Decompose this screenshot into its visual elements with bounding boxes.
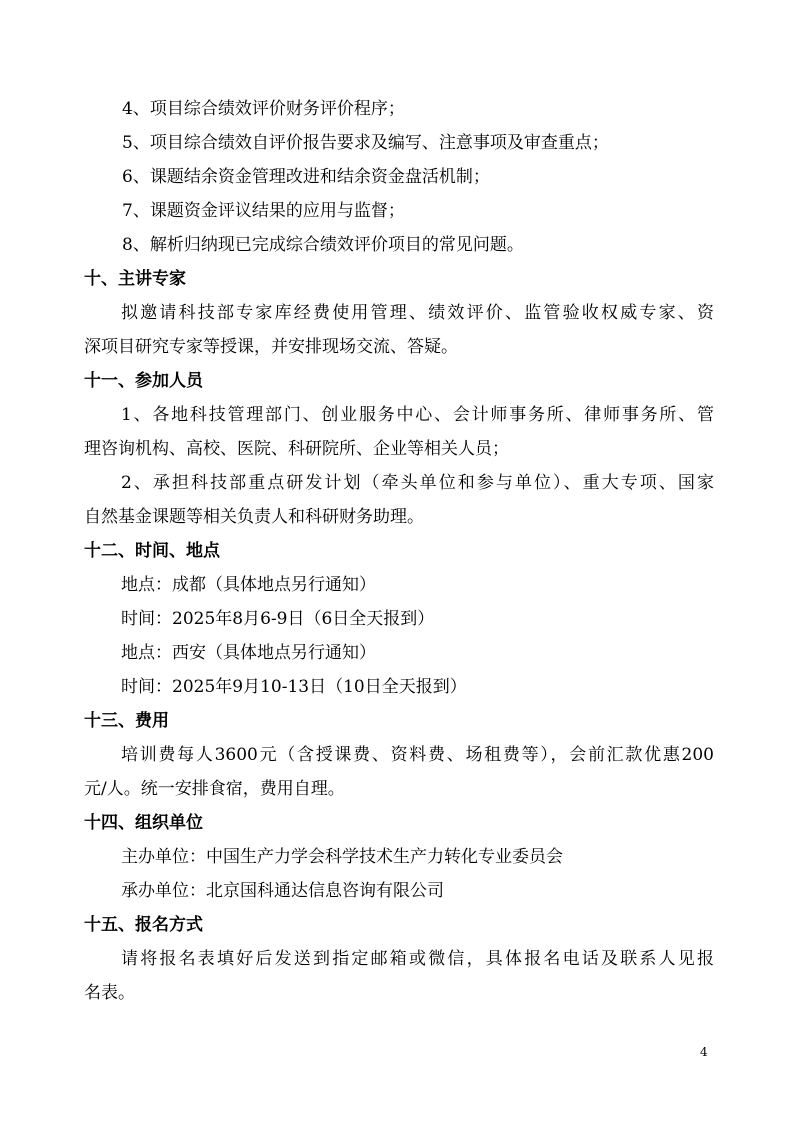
section11-item1-line: 1、各地科技管理部门、创业服务中心、会计师事务所、律师事务所、管 (121, 405, 714, 425)
session-location: 地点：西安（具体地点另行通知） (121, 643, 376, 663)
session-location: 地点：成都（具体地点另行通知） (121, 575, 376, 595)
section13-heading: 十三、费用 (84, 711, 169, 731)
section10-paragraph-line: 拟邀请科技部专家库经费使用管理、绩效评价、监管验收权威专家、资 (121, 303, 714, 323)
section12-heading: 十二、时间、地点 (84, 541, 220, 561)
section15-paragraph-line: 名表。 (84, 983, 135, 1003)
section11-item1-line: 理咨询机构、高校、医院、科研院所、企业等相关人员； (84, 439, 509, 459)
page-number: 4 (700, 1045, 708, 1059)
section13-paragraph-line: 元/人。统一安排食宿，费用自理。 (84, 779, 345, 799)
section11-item2-line: 自然基金课题等相关负责人和科研财务助理。 (84, 507, 424, 527)
section11-heading: 十一、参加人员 (84, 371, 203, 391)
list-item: 6、课题结余资金管理改进和结余资金盘活机制； (122, 167, 490, 187)
page-content (84, 92, 714, 1010)
section9-list (84, 92, 714, 262)
list-item: 5、项目综合绩效自评价报告要求及编写、注意事项及审查重点； (122, 133, 609, 153)
organizer-line: 主办单位：中国生产力学会科学技术生产力转化专业委员会 (121, 847, 563, 867)
list-item: 7、课题资金评议结果的应用与监督； (122, 201, 405, 221)
session-time: 时间：2025年9月10-13日（10日全天报到） (121, 677, 467, 697)
list-item: 4、项目综合绩效评价财务评价程序； (122, 99, 405, 119)
section15-heading: 十五、报名方式 (84, 915, 203, 935)
section15-paragraph-line: 请将报名表填好后发送到指定邮箱或微信，具体报名电话及联系人见报 (121, 949, 714, 969)
list-item: 8、解析归纳现已完成综合绩效评价项目的常见问题。 (122, 235, 524, 255)
session-time: 时间：2025年8月6-9日（6日全天报到） (121, 609, 435, 629)
undertaker-line: 承办单位：北京国科通达信息咨询有限公司 (121, 881, 444, 901)
section14-heading: 十四、组织单位 (84, 813, 203, 833)
section13-paragraph-line: 培训费每人3600元（含授课费、资料费、场租费等），会前汇款优惠200 (121, 745, 714, 765)
section11-item2-line: 2、承担科技部重点研发计划（牵头单位和参与单位）、重大专项、国家 (121, 473, 714, 493)
section10-heading: 十、主讲专家 (84, 269, 186, 289)
section10-paragraph-line: 深项目研究专家等授课，并安排现场交流、答疑。 (84, 337, 458, 357)
